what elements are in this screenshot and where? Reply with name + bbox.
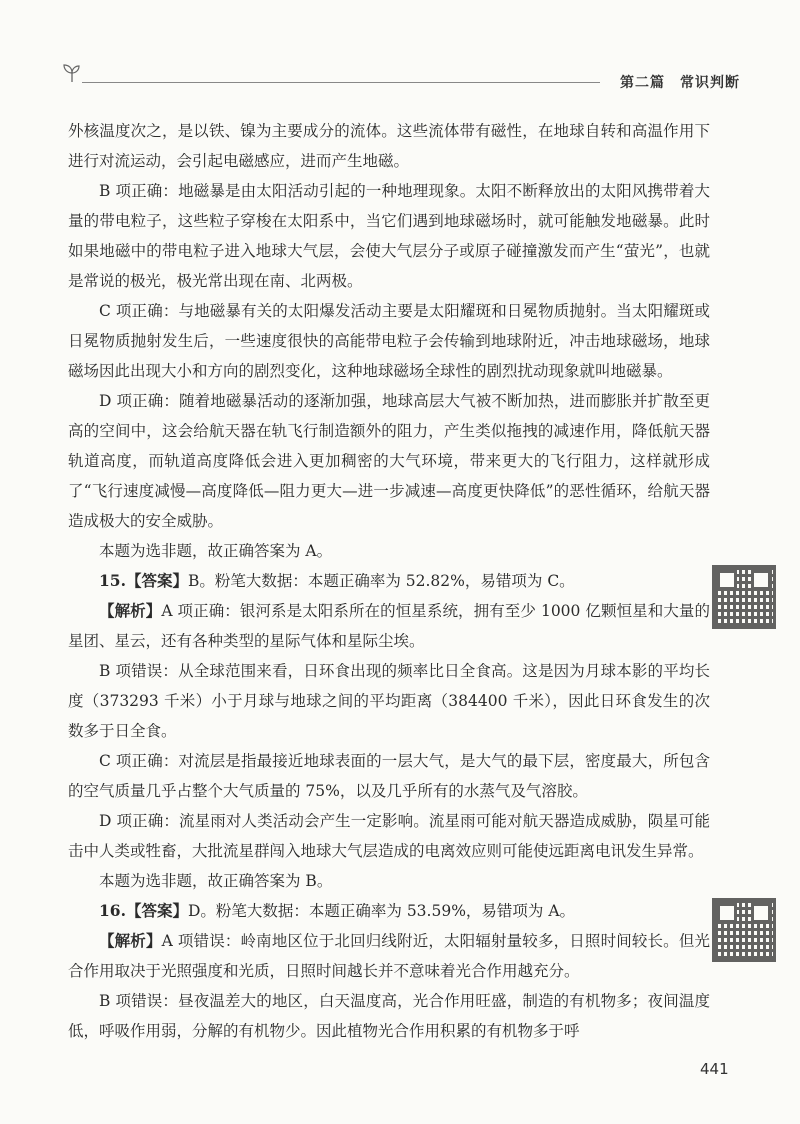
page-header [60,60,740,100]
page-number: 441 [700,1060,729,1078]
paragraph [68,656,710,746]
paragraph-text: B。粉笔大数据：本题正确率为 52.82%，易错项为 C。 [187,572,575,590]
paragraph [68,746,710,806]
section-title: 第二篇 常识判断 [620,75,740,91]
paragraph [68,566,710,596]
paragraph-text: B 项正确：地磁暴是由太阳活动引起的一种地理现象。太阳不断释放出的太阳风携带着大量的带电粒子，这些粒子穿梭在太阳系中，当它们遇到地球磁场时，就可能触发地磁暴。此时如果地磁中的带电粒子进入地球大气层，会使大气层分子或原子碰撞激发而产生“萤光”，也就是常说的极光，极光常出现在南、北两极。 [68,182,710,290]
answer-label: 【解析】 [99,601,162,620]
paragraph-text: D 项正确：流星雨对人类活动会产生一定影响。流星雨可能对航天器造成威胁，陨星可能击中人类或牲畜，大批流星群闯入地球大气层造成的电离效应则可能使远距离电讯发生异常。 [68,812,710,860]
sprout-icon [60,60,84,84]
paragraph-text: D 项正确：随着地磁暴活动的逐渐加强，地球高层大气被不断加热，进而膨胀并扩散至更高的空间中，这会给航天器在轨飞行制造额外的阻力，产生类似拖拽的减速作用，降低航天器轨道高度，而轨道高度降低会进入更加稠密的大气环境，带来更大的飞行阻力，这样就形成了“飞行速度减慢—高度降低—阻力更大—进一步减速—高度更快降低”的恶性循环，给航天器造成极大的安全威胁。 [68,392,710,530]
answer-label: 【解析】 [99,931,162,950]
paragraph [68,296,710,386]
paragraph-text: B 项错误：从全球范围来看，日环食出现的频率比日全食高。这是因为月球本影的平均长度（373293 千米）小于月球与地球之间的平均距离（384400 千米），因此日环食发生的次数多于日全食。 [68,662,710,740]
paragraph-text: C 项正确：对流层是指最接近地球表面的一层大气，是大气的最下层，密度最大，所包含的空气质量几乎占整个大气质量的 75%，以及几乎所有的水蒸气及气溶胶。 [68,752,710,800]
paragraph [68,386,710,536]
page-body [68,116,710,1046]
paragraph [68,986,710,1046]
paragraph [68,176,710,296]
paragraph-text: 本题为选非题，故正确答案为 A。 [99,542,333,560]
paragraph-text: A 项错误：岭南地区位于北回归线附近，太阳辐射量较多，日照时间较长。但光合作用取决于光照强度和光质，日照时间越长并不意味着光合作用越充分。 [68,932,710,980]
paragraph-text: 本题为选非题，故正确答案为 B。 [99,872,333,890]
paragraph [68,536,710,566]
answer-label: 16.【答案】 [99,901,188,920]
paragraph-text: C 项正确：与地磁暴有关的太阳爆发活动主要是太阳耀斑和日冕物质抛射。当太阳耀斑或日冕物质抛射发生后，一些速度很快的高能带电粒子会传输到地球附近，冲击地球磁场，地球磁场因此出现大小和方向的剧烈变化，这种地球磁场全球性的剧烈扰动现象就叫地磁暴。 [68,302,710,380]
paragraph [68,596,710,656]
paragraph [68,926,710,986]
paragraph-text: 外核温度次之，是以铁、镍为主要成分的流体。这些流体带有磁性，在地球自转和高温作用下进行对流运动，会引起电磁感应，进而产生地磁。 [68,122,710,170]
paragraph-text: B 项错误：昼夜温差大的地区，白天温度高，光合作用旺盛，制造的有机物多；夜间温度低，呼吸作用弱，分解的有机物少。因此植物光合作用积累的有机物多于呼 [68,992,710,1040]
paragraph-text: D。粉笔大数据：本题正确率为 53.59%，易错项为 A。 [187,902,576,920]
paragraph [68,806,710,866]
paragraph [68,896,710,926]
header-rule [82,82,600,83]
answer-label: 15.【答案】 [99,571,188,590]
paragraph [68,866,710,896]
qr-code-icon [712,898,776,962]
paragraph-text: A 项正确：银河系是太阳系所在的恒星系统，拥有至少 1000 亿颗恒星和大量的星团、星云，还有各种类型的星际气体和星际尘埃。 [68,602,710,650]
paragraph [68,116,710,176]
qr-code-icon [712,565,776,629]
